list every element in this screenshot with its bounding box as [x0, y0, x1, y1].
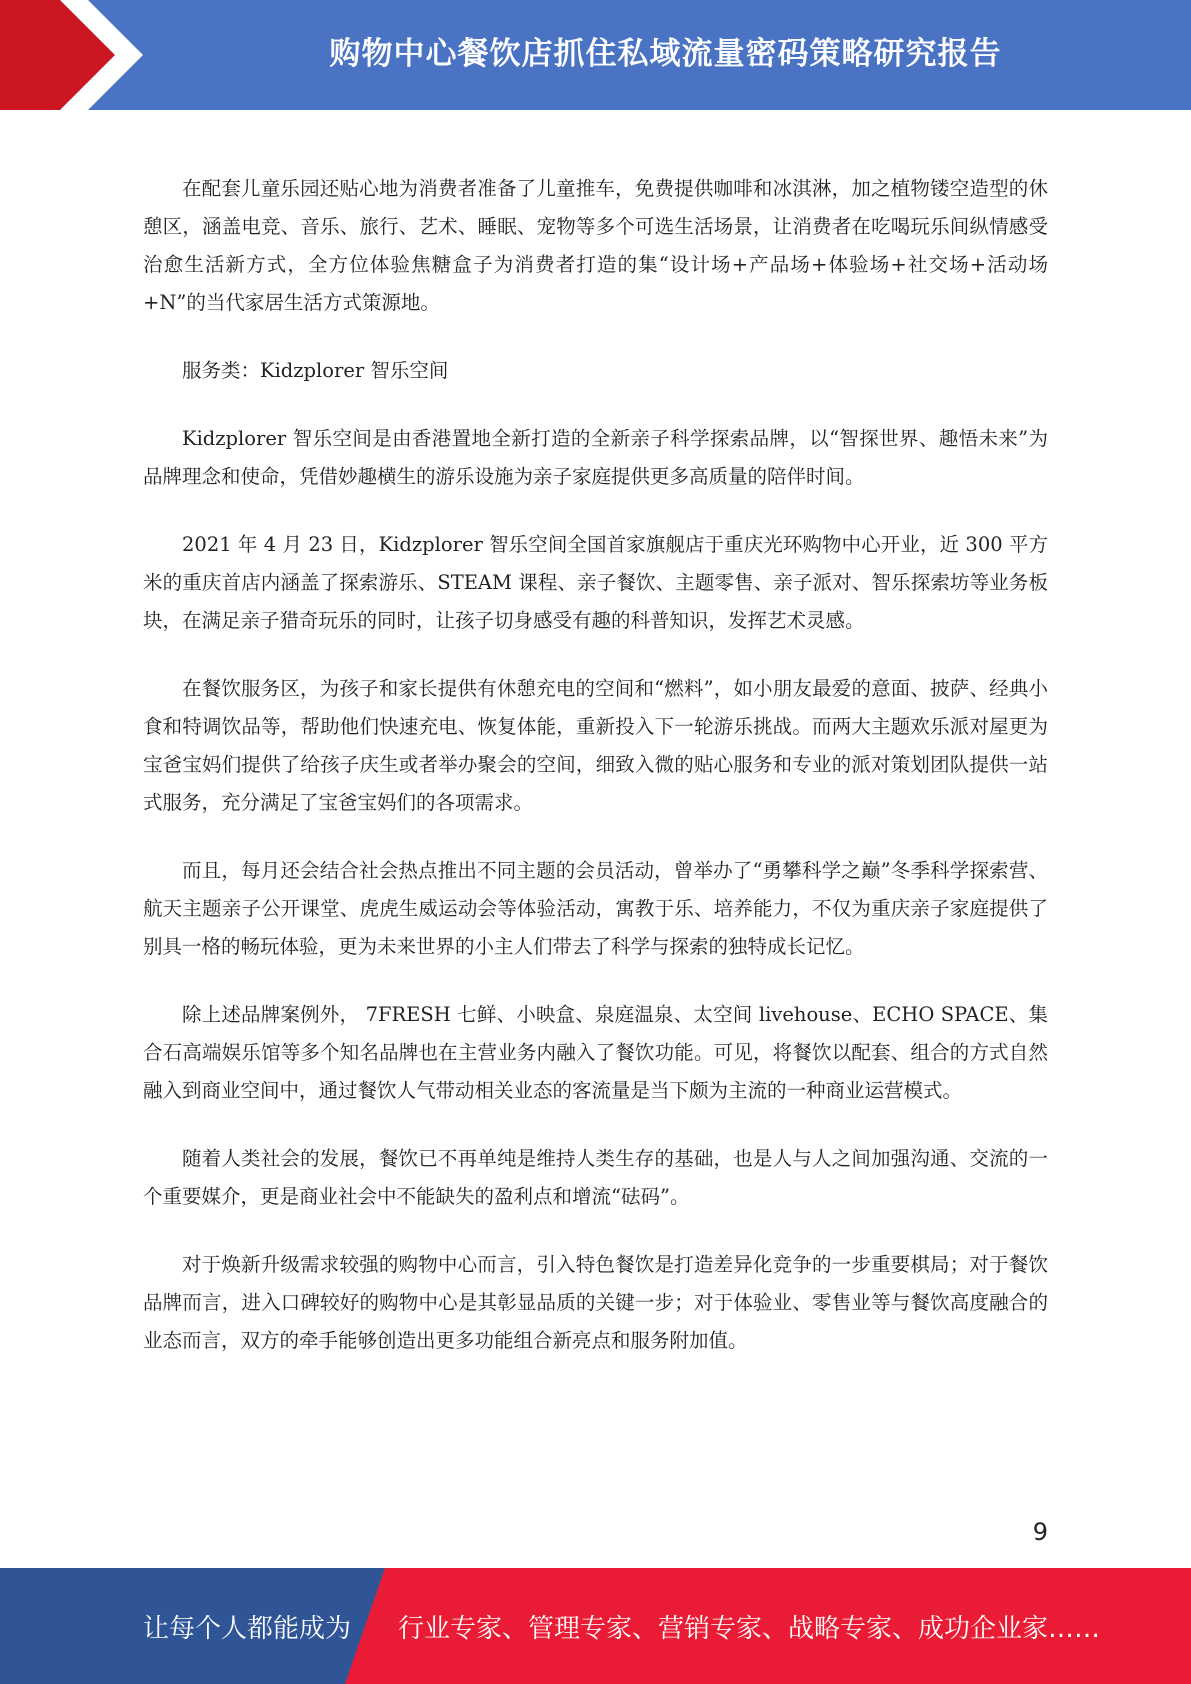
paragraph-7: 随着人类社会的发展，餐饮已不再单纯是维持人类生存的基础，也是人与人之间加强沟通、交流的一个重要媒介，更是商业社会中不能缺失的盈利点和增流“砝码”。: [143, 1147, 1048, 1208]
paragraph-2: Kidzplorer 智乐空间是由香港置地全新打造的全新亲子科学探索品牌，以“智探世界、趣悟未来”为品牌理念和使命，凭借妙趣横生的游乐设施为亲子家庭提供更多高质量的陪伴时间。: [143, 427, 1048, 488]
paragraph-5: 而且，每月还会结合社会热点推出不同主题的会员活动，曾举办了“勇攀科学之巅”冬季科学探索营、航天主题亲子公开课堂、虎虎生威运动会等体验活动，寓教于乐、培养能力，不仅为重庆亲子家庭提供了别具一格的畅玩体验，更为未来世界的小主人们带去了科学与探索的独特成长记忆。: [143, 859, 1048, 958]
page-number: 9: [1032, 1518, 1048, 1546]
report-title: 购物中心餐饮店抓住私域流量密码策略研究报告: [329, 36, 1002, 72]
paragraph-3: 2021 年 4 月 23 日，Kidzplorer 智乐空间全国首家旗舰店于重庆光环购物中心开业，近 300 平方米的重庆首店内涵盖了探索游乐、STEAM 课程、亲子餐饮、主题零售、亲子派对、智乐探索坊等业务板块，在满足亲子猎奇玩乐的同时，让孩子切身感受有趣的科普知识，发挥艺术灵感。: [143, 533, 1048, 632]
page-header: [0, 0, 1191, 110]
paragraph-4: 在餐饮服务区，为孩子和家长提供有休憩充电的空间和“燃料”，如小朋友最爱的意面、披萨、经典小食和特调饮品等，帮助他们快速充电、恢复体能，重新投入下一轮游乐挑战。而两大主题欢乐派对屋更为宝爸宝妈们提供了给孩子庆生或者举办聚会的空间，细致入微的贴心服务和专业的派对策划团队提供一站式服务，充分满足了宝爸宝妈们的各项需求。: [143, 677, 1048, 814]
page-footer: [0, 1568, 1191, 1684]
header-arrow-decoration: [0, 0, 160, 110]
paragraph-1: 在配套儿童乐园还贴心地为消费者准备了儿童推车，免费提供咖啡和冰淇淋，加之植物镂空造型的休憩区，涵盖电竞、音乐、旅行、艺术、睡眠、宠物等多个可选生活场景，让消费者在吃喝玩乐间纵情感受治愈生活新方式，全方位体验焦糖盒子为消费者打造的集“设计场+产品场+体验场+社交场+活动场+N”的当代家居生活方式策源地。: [143, 177, 1048, 314]
paragraph-8: 对于焕新升级需求较强的购物中心而言，引入特色餐饮是打造差异化竞争的一步重要棋局；对于餐饮品牌而言，进入口碑较好的购物中心是其彰显品质的关键一步；对于体验业、零售业等与餐饮高度融合的业态而言，双方的牵手能够创造出更多功能组合新亮点和服务附加值。: [143, 1253, 1048, 1352]
paragraph-6: 除上述品牌案例外， 7FRESH 七鲜、小映盒、泉庭温泉、太空间 livehouse、ECHO SPACE、集合石高端娱乐馆等多个知名品牌也在主营业务内融入了餐饮功能。可见，将餐饮以配套、组合的方式自然融入到商业空间中，通过餐饮人气带动相关业态的客流量是当下颇为主流的一种商业运营模式。: [143, 1003, 1048, 1102]
section-heading-kidzplorer: 服务类：Kidzplorer 智乐空间: [182, 359, 449, 382]
body-content: [143, 170, 1048, 1390]
footer-slogan-right: 行业专家、管理专家、营销专家、战略专家、成功企业家……: [398, 1614, 1101, 1644]
footer-slogan-left: 让每个人都能成为: [143, 1614, 352, 1644]
